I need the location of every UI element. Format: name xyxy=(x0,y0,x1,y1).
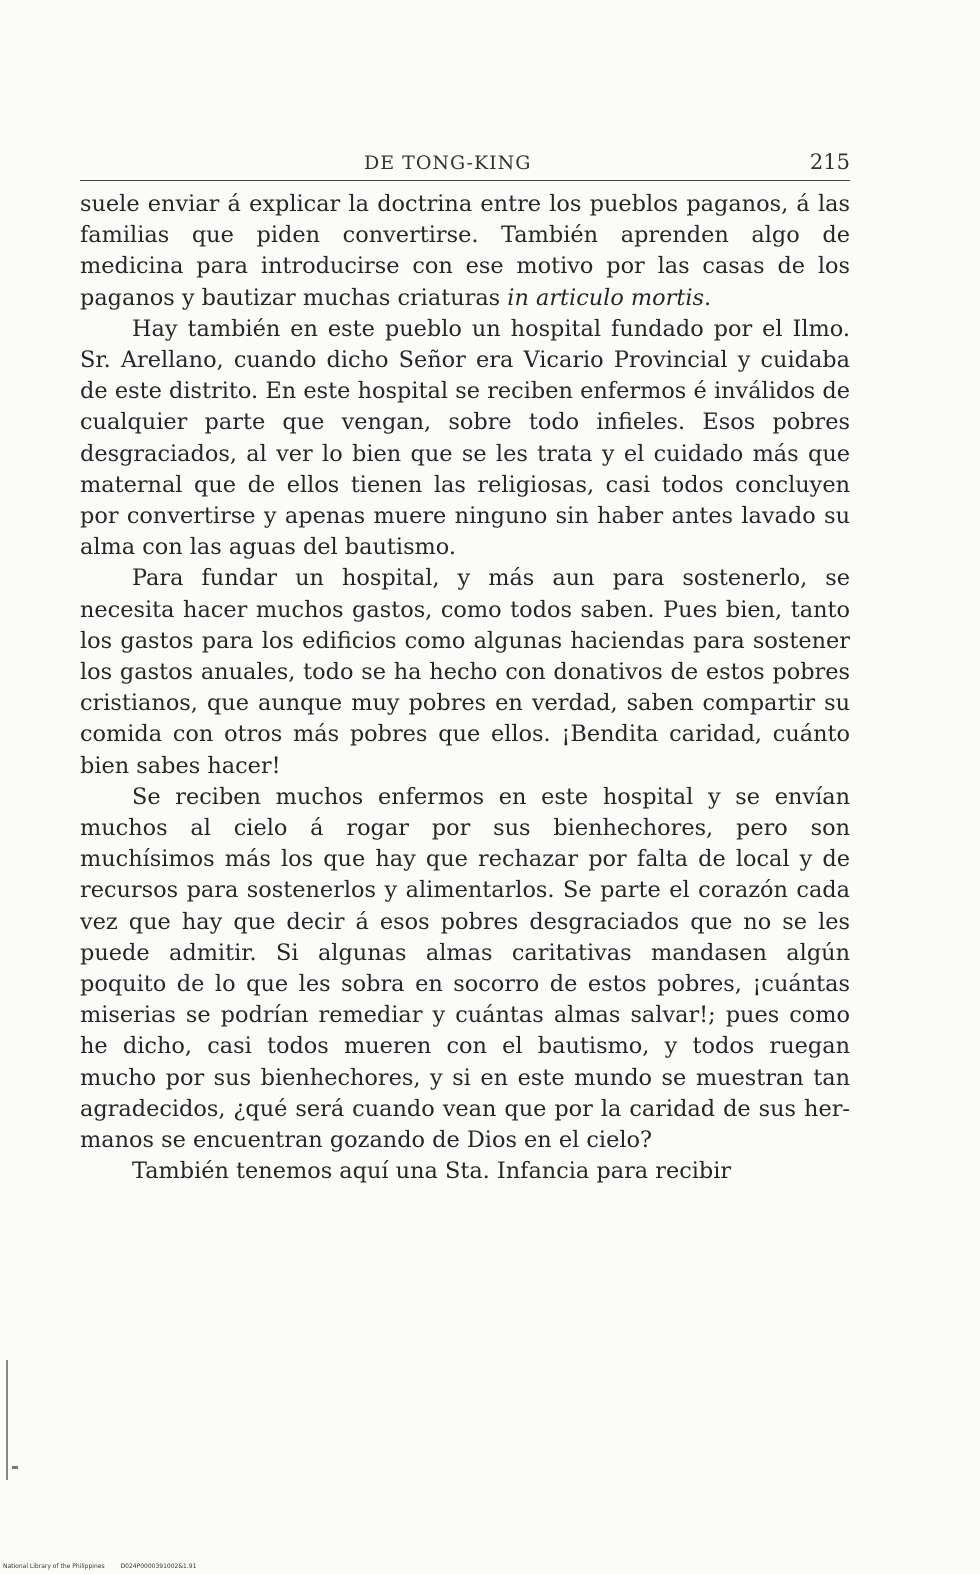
scan-margin-line xyxy=(6,1360,8,1480)
body-text xyxy=(80,189,850,1188)
scan-margin-mark xyxy=(12,1466,18,1469)
scan-footer xyxy=(3,1563,196,1570)
page-content xyxy=(80,150,850,1188)
paragraph-text: suele enviar á explicar la doctrina entre los pueblos paganos, á las familias que piden convertirse. También aprenden algo de medicina para introducirse con ese motivo por las casas de los paganos y bautizar muchas criaturas xyxy=(80,191,850,311)
running-head xyxy=(80,150,850,181)
page-number: 215 xyxy=(809,150,850,174)
footer-library: National Library of the Philippines xyxy=(3,1563,105,1570)
paragraph-hospital: Hay también en este pueblo un hospital fundado por el Ilmo. Sr. Arellano, cuando dicho Señor era Vicario Provincial y cuidaba de este distrito. En este hospital se reciben enfermos é inválidos de cualquier parte que vengan, sobre todo infieles. Esos pobres desgraciados, al ver lo bien que se les trata y el cuidado más que maternal que de ellos tienen las religiosas, casi todos concluyen por convertirse y apenas muere ninguno sin haber antes lavado su alma con las aguas del bautismo. xyxy=(80,315,850,561)
paragraph-expenses: Para fundar un hospital, y más aun para sostenerlo, se necesita hacer muchos gastos, como todos saben. Pues bien, tanto los gastos para los edificios como algunas haciendas para sostener los gastos anuales, todo se ha hecho con donativos de estos pobres cristianos, que aunque muy pobres en verdad, saben compartir su comida con otros más pobres que ellos. ¡Bendita caridad, cuánto bien sabes hacer! xyxy=(80,565,850,779)
footer-code: D024P0000391002&1.91 xyxy=(120,1563,197,1570)
latin-phrase: in articulo mortis xyxy=(507,284,704,311)
paragraph-continuation xyxy=(80,189,850,314)
paragraph-patients: Se reciben muchos enfermos en este hospital y se envían muchos al cielo á rogar por sus bienhechores, pero son muchísimos más los que hay que rechazar por falta de local y de recursos para sostenerlos y alimentarlos. Se parte el corazón cada vez que hay que decir á esos pobres desgraciados que no se les puede admitir. Si algunas almas caritativas mandasen algún poquito de lo que les sobra en socorro de estos pobres, ¡cuántas miserias se podrían remediar y cuántas almas salvar!; pues como he dicho, casi todos mueren con el bautismo, y todos ruegan mucho por sus bienhechores, y si en este mundo se muestran tan agradecidos, ¿qué será cuando vean que por la caridad de sus hermanos se encuentran gozando de Dios en el cielo? xyxy=(80,783,850,1154)
paragraph-santa-infancia: También tenemos aquí una Sta. Infancia para recibir xyxy=(132,1158,732,1185)
paragraph-text-end: . xyxy=(703,284,712,311)
running-head-title: DE TONG-KING xyxy=(364,152,532,174)
